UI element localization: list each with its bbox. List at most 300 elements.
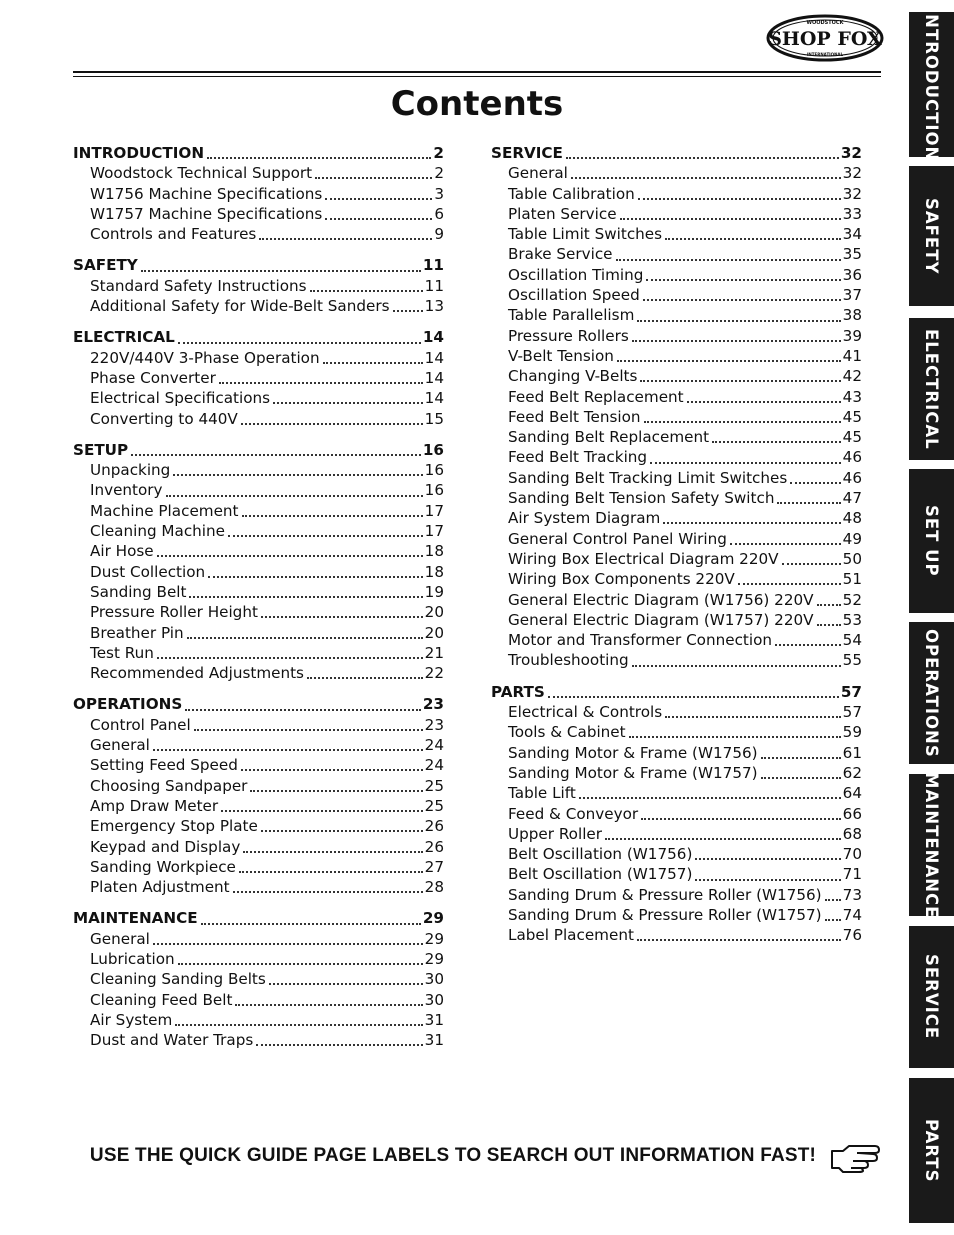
toc-heading[interactable] [73, 908, 444, 928]
toc-leader [695, 858, 840, 860]
toc-page-number: 46 [842, 468, 862, 487]
toc-page-number: 22 [424, 664, 444, 683]
toc-entry-label: Keypad and Display [90, 837, 241, 856]
toc-entry[interactable] [73, 562, 444, 582]
toc-entry[interactable] [491, 844, 862, 864]
toc-entry[interactable] [73, 857, 444, 877]
toc-leader [687, 401, 841, 403]
toc-leader [310, 290, 423, 292]
toc-leader [273, 402, 423, 404]
toc-heading-label: OPERATIONS [73, 695, 183, 714]
toc-entry[interactable] [73, 1030, 444, 1050]
logo-text: SHOP FOX [768, 28, 882, 50]
toc-entry-label: Table Limit Switches [508, 225, 663, 244]
toc-page-number: 34 [842, 225, 862, 244]
toc-leader [178, 963, 423, 965]
toc-entry[interactable] [491, 346, 862, 366]
toc-section-introduction [73, 143, 444, 244]
toc-leader [228, 535, 423, 537]
toc-leader [393, 310, 423, 312]
toc-page-number: 24 [424, 756, 444, 775]
toc-leader [256, 1044, 422, 1046]
toc-page-number: 38 [842, 306, 862, 325]
toc-page-number: 54 [842, 631, 862, 650]
toc-page-number: 42 [842, 367, 862, 386]
tab-set-up[interactable] [909, 469, 954, 613]
toc-entry[interactable] [491, 366, 862, 386]
toc-entry-label: Amp Draw Meter [90, 796, 219, 815]
toc-section-setup [73, 440, 444, 684]
header-rule [73, 71, 881, 73]
toc-section-parts [491, 682, 862, 946]
toc-page-number: 31 [424, 1010, 444, 1029]
toc-page-number: 47 [842, 489, 862, 508]
toc-entry-label: Pressure Roller Height [90, 603, 258, 622]
toc-entry-label: Belt Oscillation (W1756) [508, 845, 693, 864]
toc-leader [620, 218, 841, 220]
toc-leader [242, 515, 423, 517]
toc-entry[interactable] [491, 702, 862, 722]
toc-leader [629, 736, 841, 738]
toc-entry[interactable] [73, 929, 444, 949]
toc-page-number: 20 [424, 623, 444, 642]
toc-entry[interactable] [73, 480, 444, 500]
toc-page-number: 6 [434, 204, 444, 223]
toc-leader [782, 563, 841, 565]
toc-entry-label: Control Panel [90, 715, 191, 734]
toc-page-number: 11 [424, 276, 444, 295]
toc-entry-label: Woodstock Technical Support [90, 164, 313, 183]
toc-entry-label: Cleaning Feed Belt [90, 990, 233, 1009]
toc-leader [775, 644, 841, 646]
toc-heading-label: SERVICE [491, 144, 563, 162]
toc-entry[interactable] [73, 501, 444, 521]
toc-entry[interactable] [491, 265, 862, 285]
toc-leader [817, 624, 841, 626]
toc-entry-label: Pressure Rollers [508, 326, 629, 345]
toc-entry-label: Platen Adjustment [90, 878, 230, 897]
toc-heading[interactable] [73, 694, 444, 714]
toc-entry-label: Emergency Stop Plate [90, 817, 258, 836]
toc-entry[interactable] [73, 990, 444, 1010]
toc-entry[interactable] [73, 776, 444, 796]
toc-entry[interactable] [491, 204, 862, 224]
pointing-hand-icon [829, 1143, 881, 1173]
toc-entry[interactable] [73, 715, 444, 735]
toc-page-number: 9 [434, 225, 444, 244]
toc-entry-label: Upper Roller [508, 824, 603, 843]
toc-entry-label: Sanding Belt [90, 582, 187, 601]
toc-entry-label: Converting to 440V [90, 409, 238, 428]
toc-entry[interactable] [491, 804, 862, 824]
toc-entry-label: Troubleshooting [508, 651, 629, 670]
toc-page-number: 76 [842, 926, 862, 945]
toc-leader [178, 342, 421, 344]
toc-entry[interactable] [491, 508, 862, 528]
tab-service[interactable] [909, 926, 954, 1068]
toc-entry[interactable] [73, 816, 444, 836]
toc-page-number: 61 [842, 743, 862, 762]
toc-entry[interactable] [491, 427, 862, 447]
toc-entry[interactable] [73, 184, 444, 204]
toc-entry-label: Setting Feed Speed [90, 756, 238, 775]
toc-entry-label: Sanding Drum & Pressure Roller (W1756) [508, 885, 822, 904]
toc-entry-label: Tools & Cabinet [508, 723, 626, 742]
toc-leader [187, 637, 423, 639]
toc-entry-label: Air Hose [90, 542, 154, 561]
toc-page-number: 45 [842, 407, 862, 426]
toc-entry[interactable] [73, 735, 444, 755]
toc-entry-label: General [90, 736, 150, 755]
toc-entry-label: Standard Safety Instructions [90, 276, 307, 295]
tab-electrical[interactable] [909, 318, 954, 460]
toc-page-number: 26 [424, 837, 444, 856]
toc-entry[interactable] [491, 468, 862, 488]
toc-entry-label: Breather Pin [90, 623, 184, 642]
toc-entry[interactable] [73, 460, 444, 480]
toc-entry-label: Sanding Belt Replacement [508, 428, 710, 447]
tab-label: OPERATIONS [922, 628, 941, 758]
toc-leader [241, 769, 423, 771]
toc-entry[interactable] [491, 285, 862, 305]
toc-entry[interactable] [491, 743, 862, 763]
toc-leader [243, 851, 422, 853]
toc-page-number: 33 [842, 204, 862, 223]
tab-introduction[interactable] [909, 7, 954, 162]
toc-page-number: 73 [842, 885, 862, 904]
toc-entry-label: Unpacking [90, 461, 171, 480]
toc-entry[interactable] [491, 529, 862, 549]
tab-maintenance[interactable] [909, 771, 954, 919]
toc-entry[interactable] [73, 224, 444, 244]
toc-page-number: 15 [424, 409, 444, 428]
toc-entry[interactable] [491, 387, 862, 407]
toc-leader [761, 757, 841, 759]
toc-entry-label: Cleaning Sanding Belts [90, 970, 266, 989]
toc-left-column [73, 143, 444, 1061]
toc-leader [153, 749, 423, 751]
toc-entry-label: Oscillation Speed [508, 286, 640, 305]
toc-heading-label: ELECTRICAL [73, 328, 175, 347]
toc-entry[interactable] [491, 590, 862, 610]
toc-entry[interactable] [491, 885, 862, 905]
toc-entry[interactable] [73, 877, 444, 897]
toc-entry-label: Dust and Water Traps [90, 1031, 254, 1050]
toc-leader [261, 830, 423, 832]
tab-operations[interactable] [909, 622, 954, 764]
toc-leader [241, 423, 423, 425]
shop-fox-logo [766, 14, 884, 62]
toc-entry[interactable] [491, 722, 862, 742]
toc-page-number: 14 [422, 328, 444, 347]
toc-page-number: 26 [424, 817, 444, 836]
toc-entry[interactable] [73, 368, 444, 388]
toc-page-number: 32 [842, 184, 862, 203]
toc-leader [221, 810, 423, 812]
toc-entry-label: Electrical Specifications [90, 389, 271, 408]
toc-leader [665, 238, 841, 240]
toc-entry-label: Sanding Motor & Frame (W1756) [508, 743, 758, 762]
toc-leader [259, 238, 432, 240]
toc-entry-label: Additional Safety for Wide-Belt Sanders [90, 297, 390, 316]
toc-page-number: 17 [424, 501, 444, 520]
toc-page-number: 23 [422, 695, 444, 714]
toc-leader [825, 919, 841, 921]
toc-entry[interactable] [73, 949, 444, 969]
toc-entry[interactable] [73, 296, 444, 316]
quick-guide-tabs [909, 0, 954, 1235]
toc-leader [632, 340, 841, 342]
toc-page-number: 25 [424, 796, 444, 815]
toc-leader [219, 382, 423, 384]
toc-entry-label: Sanding Workpiece [90, 857, 236, 876]
toc-entry[interactable] [73, 1010, 444, 1030]
toc-entry[interactable] [73, 755, 444, 775]
toc-entry[interactable] [73, 582, 444, 602]
toc-entry-label: Table Calibration [508, 184, 635, 203]
toc-entry[interactable] [73, 623, 444, 643]
toc-leader [189, 596, 422, 598]
toc-entry[interactable] [73, 276, 444, 296]
toc-entry[interactable] [491, 610, 862, 630]
toc-page-number: 66 [842, 804, 862, 823]
toc-heading[interactable] [491, 682, 862, 702]
toc-leader [235, 1004, 422, 1006]
toc-entry-label: Sanding Belt Tracking Limit Switches [508, 468, 788, 487]
toc-page-number: 48 [842, 509, 862, 528]
toc-page-number: 53 [842, 610, 862, 629]
toc-leader [665, 716, 841, 718]
toc-page-number: 37 [842, 286, 862, 305]
toc-entry[interactable] [73, 541, 444, 561]
toc-page-number: 16 [422, 440, 444, 459]
toc-entry[interactable] [491, 824, 862, 844]
toc-leader [201, 923, 421, 925]
toc-page-number: 57 [842, 703, 862, 722]
toc-page-number: 19 [424, 582, 444, 601]
tab-label: ELECTRICAL [922, 328, 941, 450]
toc-page-number: 64 [842, 784, 862, 803]
toc-leader [250, 790, 422, 792]
toc-entry[interactable] [491, 305, 862, 325]
toc-entry-label: General Control Panel Wiring [508, 529, 727, 548]
toc-page-number: 45 [842, 428, 862, 447]
toc-heading[interactable] [73, 255, 444, 275]
tab-label: SET UP [922, 505, 941, 577]
tab-label: PARTS [922, 1118, 941, 1183]
toc-entry[interactable] [491, 905, 862, 925]
toc-entry[interactable] [73, 969, 444, 989]
toc-entry-label: Feed & Conveyor [508, 804, 639, 823]
footer-note: USE THE QUICK GUIDE PAGE LABELS TO SEARCH OUT INFORMATION FAST! [89, 1145, 817, 1166]
toc-entry-label: Table Lift [508, 784, 576, 803]
toc-entry[interactable] [491, 488, 862, 508]
toc-page-number: 14 [424, 368, 444, 387]
toc-entry[interactable] [73, 602, 444, 622]
toc-leader [817, 604, 841, 606]
toc-heading[interactable] [73, 440, 444, 460]
toc-entry-label: Changing V-Belts [508, 367, 638, 386]
toc-entry[interactable] [73, 521, 444, 541]
toc-leader [185, 709, 421, 711]
toc-page-number: 14 [424, 389, 444, 408]
toc-leader [157, 657, 423, 659]
toc-right-column [491, 143, 862, 957]
toc-page-number: 2 [434, 164, 444, 183]
toc-leader [325, 198, 432, 200]
toc-leader [605, 838, 841, 840]
toc-page-number: 14 [424, 348, 444, 367]
toc-entry-label: Feed Belt Tension [508, 407, 641, 426]
toc-entry[interactable] [491, 650, 862, 670]
toc-entry[interactable] [73, 204, 444, 224]
tab-label: SAFETY [922, 197, 941, 275]
toc-heading[interactable] [73, 143, 444, 163]
toc-page-number: 74 [842, 905, 862, 924]
toc-entry[interactable] [491, 864, 862, 884]
toc-leader [548, 696, 839, 698]
tab-safety[interactable] [909, 166, 954, 306]
toc-page-number: 29 [424, 929, 444, 948]
page-title: Contents [390, 84, 564, 124]
toc-leader [153, 943, 423, 945]
toc-leader [663, 522, 840, 524]
toc-entry[interactable] [73, 388, 444, 408]
toc-entry[interactable] [73, 663, 444, 683]
toc-page-number: 68 [842, 824, 862, 843]
toc-entry-label: Choosing Sandpaper [90, 776, 248, 795]
toc-page-number: 29 [422, 909, 444, 928]
toc-entry-label: General Electric Diagram (W1757) 220V [508, 610, 814, 629]
toc-leader [616, 259, 841, 261]
toc-leader [239, 871, 423, 873]
tab-parts[interactable] [909, 1078, 954, 1223]
toc-leader [646, 279, 840, 281]
toc-page-number: 36 [842, 265, 862, 284]
toc-page-number: 55 [842, 651, 862, 670]
toc-entry[interactable] [491, 783, 862, 803]
toc-entry[interactable] [73, 643, 444, 663]
toc-page-number: 28 [424, 878, 444, 897]
toc-entry[interactable] [73, 409, 444, 429]
toc-page-number: 32 [840, 144, 862, 162]
toc-entry[interactable] [491, 447, 862, 467]
toc-entry[interactable] [73, 348, 444, 368]
toc-page-number: 30 [424, 970, 444, 989]
toc-page-number: 70 [842, 845, 862, 864]
toc-entry-label: Sanding Drum & Pressure Roller (W1757) [508, 905, 822, 924]
toc-entry-label: Brake Service [508, 245, 613, 264]
toc-entry[interactable] [491, 224, 862, 244]
toc-page-number: 31 [424, 1031, 444, 1050]
toc-section-service [491, 143, 862, 671]
toc-leader [637, 939, 841, 941]
toc-entry[interactable] [491, 184, 862, 204]
toc-entry-label: Feed Belt Tracking [508, 448, 648, 467]
toc-entry-label: Belt Oscillation (W1757) [508, 865, 693, 884]
toc-page-number: 16 [424, 461, 444, 480]
toc-page-number: 16 [424, 481, 444, 500]
toc-entry[interactable] [491, 407, 862, 427]
toc-entry-label: General [90, 929, 150, 948]
toc-page-number: 43 [842, 387, 862, 406]
toc-page-number: 23 [424, 715, 444, 734]
toc-entry[interactable] [491, 630, 862, 650]
toc-entry[interactable] [73, 796, 444, 816]
toc-entry[interactable] [491, 163, 862, 183]
toc-section-safety [73, 255, 444, 316]
toc-entry-label: Feed Belt Replacement [508, 387, 684, 406]
toc-leader [712, 441, 841, 443]
toc-heading-label: PARTS [491, 682, 545, 701]
toc-leader [173, 474, 422, 476]
toc-entry[interactable] [73, 837, 444, 857]
toc-leader [307, 677, 423, 679]
toc-section-maintenance [73, 908, 444, 1050]
toc-section-electrical [73, 327, 444, 428]
toc-leader [157, 555, 423, 557]
toc-page-number: 17 [424, 522, 444, 541]
toc-heading-label: MAINTENANCE [73, 909, 198, 928]
toc-leader [571, 177, 841, 179]
toc-heading[interactable] [73, 327, 444, 347]
toc-entry[interactable] [491, 244, 862, 264]
toc-page-number: 29 [424, 949, 444, 968]
toc-page-number: 2 [433, 144, 444, 162]
toc-heading[interactable] [491, 143, 862, 163]
toc-leader [269, 983, 423, 985]
toc-entry[interactable] [73, 163, 444, 183]
toc-entry-label: Lubrication [90, 949, 175, 968]
toc-page-number: 25 [424, 776, 444, 795]
toc-entry[interactable] [491, 326, 862, 346]
toc-entry-label: Inventory [90, 481, 163, 500]
toc-leader [637, 320, 840, 322]
tab-label: MAINTENANCE [922, 771, 941, 919]
toc-entry-label: Machine Placement [90, 501, 239, 520]
toc-page-number: 59 [842, 723, 862, 742]
toc-leader [208, 576, 423, 578]
toc-entry-label: General [508, 164, 568, 183]
toc-heading-label: SAFETY [73, 256, 138, 275]
toc-entry[interactable] [491, 763, 862, 783]
toc-entry[interactable] [491, 925, 862, 945]
toc-page-number: 18 [424, 562, 444, 581]
toc-entry-label: Wiring Box Components 220V [508, 570, 735, 589]
toc-page-number: 18 [424, 542, 444, 561]
toc-entry-label: Test Run [90, 643, 154, 662]
toc-entry[interactable] [491, 569, 862, 589]
toc-entry-label: Wiring Box Electrical Diagram 220V [508, 549, 779, 568]
toc-leader [579, 797, 841, 799]
toc-entry-label: 220V/440V 3-Phase Operation [90, 348, 320, 367]
toc-page-number: 57 [840, 682, 862, 701]
toc-leader [790, 482, 840, 484]
toc-page-number: 3 [434, 184, 444, 203]
toc-page-number: 13 [424, 297, 444, 316]
toc-entry-label: Electrical & Controls [508, 703, 663, 722]
toc-page-number: 11 [422, 256, 444, 275]
toc-leader [233, 891, 423, 893]
toc-page-number: 46 [842, 448, 862, 467]
toc-entry-label: Sanding Belt Tension Safety Switch [508, 489, 775, 508]
toc-page-number: 50 [842, 549, 862, 568]
toc-leader [566, 157, 839, 159]
toc-leader [777, 502, 840, 504]
toc-entry[interactable] [491, 549, 862, 569]
toc-page-number: 41 [842, 346, 862, 365]
toc-entry-label: General Electric Diagram (W1756) 220V [508, 590, 814, 609]
